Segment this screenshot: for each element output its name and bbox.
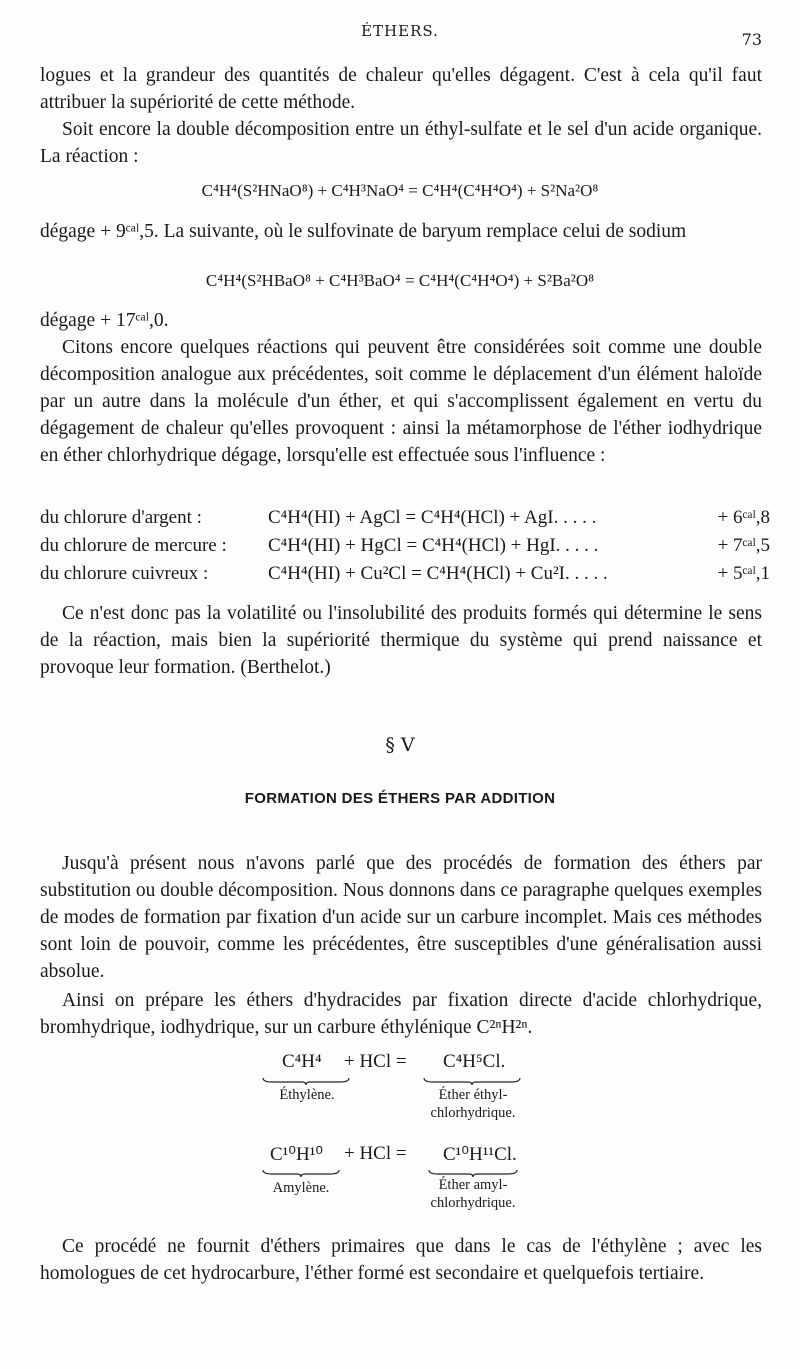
underbrace-icon — [262, 1169, 340, 1177]
formula-operator: + HCl = — [344, 1143, 407, 1164]
paragraph-9: Ce procédé ne fournit d'éthers primaires que dans le cas de l'éthylène ; avec les homologues de cet hydrocarbure, l'éther formé est secondaire et quelquefois tertiaire. — [40, 1236, 762, 1284]
paragraph-4: dégage + 17ᶜᵃˡ,0. — [40, 310, 169, 331]
section-mark: § V — [385, 734, 415, 756]
reaction-row — [40, 535, 770, 562]
underbrace-icon — [262, 1077, 350, 1085]
paragraph-6: Ce n'est donc pas la volatilité ou l'insolubilité des produits formés qui détermine le sens de la réaction, mais bien la supériorité thermique du système qui prend naissance et provoque leur formation. (Berthelot.) — [40, 603, 762, 678]
caption-reactant: Éthylène. — [279, 1087, 335, 1103]
reaction-label: du chlorure d'argent : — [40, 507, 202, 528]
paragraph-1: logues et la grandeur des quantités de chaleur qu'elles dégagent. C'est à cela qu'il faut attribuer la supériorité de cette méthode. — [40, 65, 762, 113]
formula-operator: + HCl = — [344, 1051, 407, 1072]
reaction-equation: C⁴H⁴(HI) + HgCl = C⁴H⁴(HCl) + HgI. . . . . — [268, 535, 599, 556]
reaction-label: du chlorure de mercure : — [40, 535, 227, 556]
equation-1: C⁴H⁴(S²HNaO⁸) + C⁴H³NaO⁴ = C⁴H⁴(C⁴H⁴O⁴) + S²Na²O⁸ — [201, 181, 599, 200]
paragraph-3: dégage + 9ᶜᵃˡ,5. La suivante, où le sulfovinate de baryum remplace celui de sodium — [40, 221, 687, 242]
section-heading: FORMATION DES ÉTHERS PAR ADDITION — [244, 790, 556, 807]
caption-product-line2: chlorhydrique. — [430, 1105, 516, 1121]
reaction-heat: + 6ᶜᵃˡ,8 — [717, 507, 770, 528]
running-title: ÉTHERS. — [361, 22, 439, 40]
paragraph-8: Ainsi on prépare les éthers d'hydracides par fixation directe d'acide chlorhydrique, bromhydrique, iodhydrique, sur un carbure éthylénique C²ⁿH²ⁿ. — [40, 990, 762, 1038]
reaction-heat: + 7ᶜᵃˡ,5 — [717, 535, 770, 556]
reaction-row — [40, 507, 770, 534]
reaction-equation: C⁴H⁴(HI) + AgCl = C⁴H⁴(HCl) + AgI. . . . . — [268, 507, 597, 528]
caption-product-line2: chlorhydrique. — [430, 1195, 516, 1211]
reaction-equation: C⁴H⁴(HI) + Cu²Cl = C⁴H⁴(HCl) + Cu²I. . . . . — [268, 563, 608, 584]
equation-2: C⁴H⁴(S²HBaO⁸ + C⁴H³BaO⁴ = C⁴H⁴(C⁴H⁴O⁴) + S²Ba²O⁸ — [205, 271, 595, 290]
reaction-heat: + 5ᶜᵃˡ,1 — [717, 563, 770, 584]
reaction-label: du chlorure cuivreux : — [40, 563, 209, 584]
caption-product-line1: Éther éthyl- — [438, 1087, 508, 1103]
paragraph-2: Soit encore la double décomposition entre un éthyl-sulfate et le sel d'un acide organique. La réaction : — [40, 119, 762, 167]
paragraph-7: Jusqu'à présent nous n'avons parlé que des procédés de formation des éthers par substitution ou double décomposition. Nous donnons dans ce paragraphe quelques exemples de modes de formation par fixation d'un acide sur un carbure incomplet. Mais ces méthodes sont loin de pouvoir, comme les précédentes, être susceptibles d'une généralisation aussi absolue. — [40, 853, 762, 982]
formula-reactant: C¹⁰H¹⁰ — [270, 1144, 324, 1165]
caption-product-line1: Éther amyl- — [438, 1177, 508, 1193]
formula-product: C¹⁰H¹¹Cl. — [443, 1144, 517, 1165]
paragraph-5: Citons encore quelques réactions qui peuvent être considérées soit comme une double décomposition analogue aux précédentes, soit comme le déplacement d'un élément haloïde par un autre dans la molécule d'un éther, et qui s'accomplissent également en vertu du dégagement de chaleur qu'elles provoquent : ainsi la métamorphose de l'éther iodhydrique en éther chlorhydrique dégage, lorsqu'elle est effectuée sous l'influence : — [40, 337, 762, 466]
formula-reactant: C⁴H⁴ — [282, 1051, 322, 1072]
reaction-row — [40, 563, 770, 590]
caption-reactant: Amylène. — [272, 1180, 330, 1196]
formula-product: C⁴H⁵Cl. — [443, 1051, 506, 1072]
page-number: 73 — [741, 30, 762, 49]
underbrace-icon — [423, 1077, 521, 1085]
